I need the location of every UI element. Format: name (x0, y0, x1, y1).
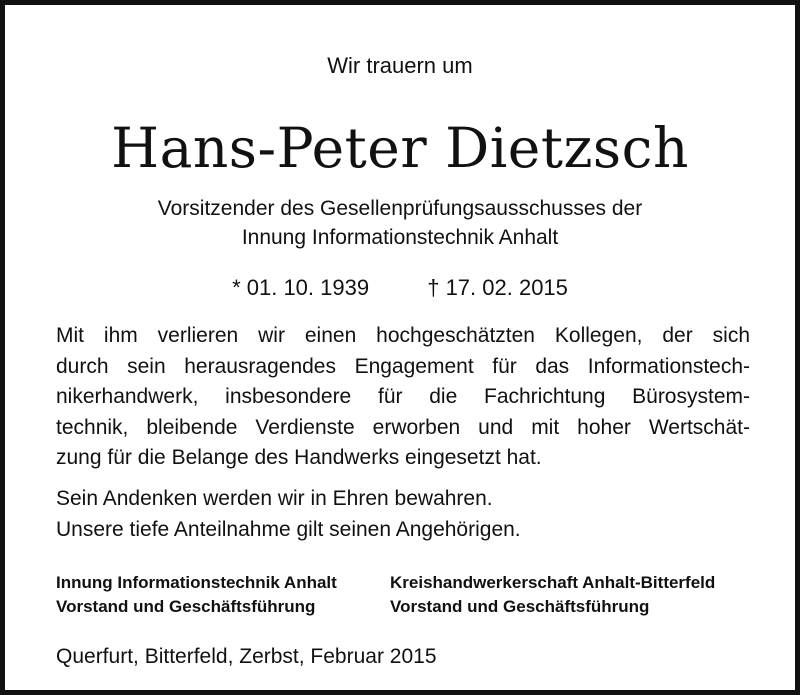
tribute-line: Mit ihm verlieren wir einen hochgeschätzten Kollegen, der sich (56, 324, 750, 347)
tribute-paragraph (56, 321, 750, 474)
closing-paragraph (56, 484, 756, 545)
signature-organization: Innung Informationstechnik Anhalt (56, 573, 337, 592)
death-date: † 17. 02. 2015 (427, 275, 568, 300)
intro-text: Wir trauern um (327, 53, 473, 78)
closing-line: Unsere tiefe Anteilnahme gilt seinen Angehörigen. (56, 517, 521, 541)
tribute-line: durch sein herausragendes Engagement für das Informationstech- (56, 354, 750, 378)
closing-line: Sein Andenken werden wir in Ehren bewahren. (56, 487, 493, 510)
signature-block-left (56, 571, 337, 619)
deceased-name: Hans-Peter Dietzsch (111, 116, 689, 180)
role-line: Vorsitzender des Gesellenprüfungsausschusses der (157, 197, 643, 220)
signature-subline: Vorstand und Geschäftsführung (56, 597, 316, 616)
tribute-line: nikerhandwerk, insbesondere für die Fachrichtung Bürosystem- (56, 385, 750, 408)
birth-date: * 01. 10. 1939 (232, 275, 370, 300)
place-and-date: Querfurt, Bitterfeld, Zerbst, Februar 2015 (56, 645, 437, 668)
signature-subline: Vorstand und Geschäftsführung (390, 597, 650, 616)
role-description (5, 194, 795, 252)
tribute-line: zung für die Belange des Handwerks eingesetzt hat. (56, 446, 542, 469)
life-dates (5, 273, 795, 303)
signature-organization: Kreishandwerkerschaft Anhalt-Bitterfeld (390, 573, 716, 592)
tribute-line: technik, bleibende Verdienste erworben und mit hoher Wertschät- (56, 415, 750, 439)
signature-block-right (390, 571, 715, 619)
role-line: Innung Informationstechnik Anhalt (241, 226, 559, 249)
